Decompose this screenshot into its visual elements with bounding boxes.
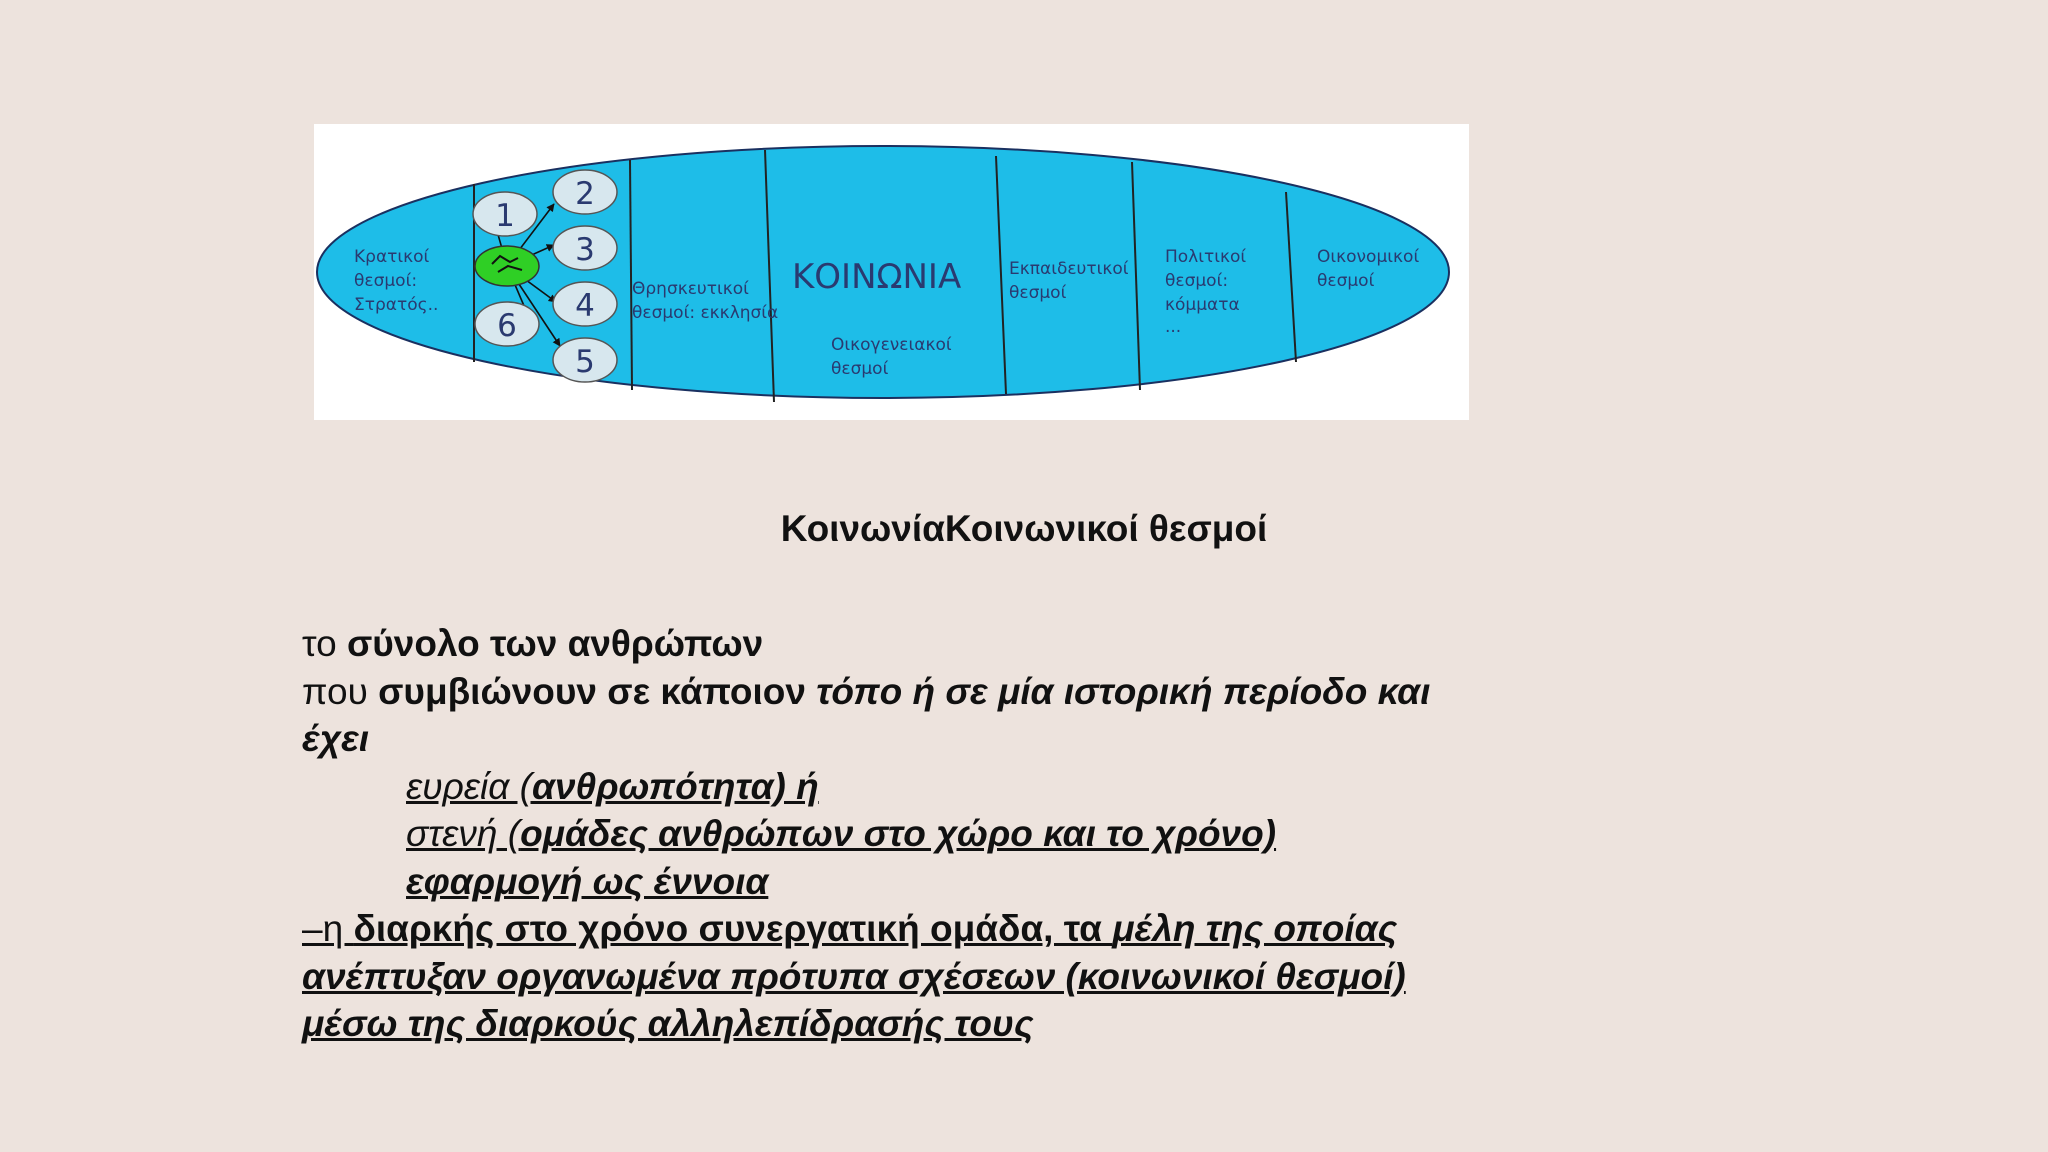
society-institutions-diagram <box>314 124 1469 420</box>
definition-text <box>302 620 1862 1048</box>
education-institutions-label: Εκπαιδευτικοί θεσμοί <box>1009 259 1129 303</box>
node-4 <box>553 282 617 326</box>
society-label: ΚΟΙΝΩΝΙΑ <box>792 257 962 297</box>
node-1-label: 1 <box>495 198 515 234</box>
text-line <box>302 953 1862 1001</box>
text-run: μέσω της διαρκούς αλληλεπίδρασής τους <box>302 1003 1034 1044</box>
text-line <box>302 763 1862 811</box>
text-run: μέλη της οποίας <box>1112 908 1398 949</box>
economic-institutions-label: Οικονομικοί θεσμοί <box>1317 247 1420 291</box>
text-run: τόπο ή σε μία ιστορική περίοδο και <box>816 670 1431 712</box>
node-6 <box>475 302 539 346</box>
text-run: το <box>302 623 347 664</box>
text-line <box>302 1000 1862 1048</box>
text-run: –η <box>302 908 354 949</box>
node-3-label: 3 <box>575 232 595 268</box>
text-run: ανθρωπότητα) ή <box>531 765 819 807</box>
text-line <box>302 858 1862 906</box>
text-run: διαρκής στο χρόνο συνεργατική ομάδα, τα <box>353 908 1113 949</box>
node-5 <box>553 338 617 382</box>
state-institutions-label: Κρατικοί θεσμοί: Στρατός.. <box>354 247 439 315</box>
text-line <box>302 620 1862 668</box>
text-line <box>302 905 1862 953</box>
family-institutions-label: Οικογενειακοί θεσμοί <box>831 335 952 379</box>
node-5-label: 5 <box>575 344 595 380</box>
text-line <box>302 715 1862 763</box>
text-run: συμβιώνουν σε κάποιον <box>378 670 817 712</box>
text-run: στενή ( <box>406 813 521 854</box>
node-2-label: 2 <box>575 176 595 212</box>
text-run: ευρεία ( <box>406 765 532 807</box>
text-run: σύνολο των ανθρώπων <box>346 623 764 664</box>
node-2 <box>553 170 617 214</box>
node-1 <box>473 192 537 236</box>
text-run: έχει <box>302 718 370 759</box>
political-institutions-label: Πολιτικοί θεσμοί: κόμματα ... <box>1165 247 1247 337</box>
text-run: ομάδες ανθρώπων στο χώρο και το χρόνο) <box>520 813 1277 854</box>
slide-title: ΚοινωνίαΚοινωνικοί θεσμοί <box>780 508 1268 549</box>
text-run: που <box>302 670 379 712</box>
node-6-label: 6 <box>497 308 517 344</box>
religious-institutions-label: Θρησκευτικοί θεσμοί: εκκλησία <box>632 279 779 323</box>
text-line <box>302 810 1862 858</box>
text-run: ανέπτυξαν οργανωμένα πρότυπα σχέσεων (κοινωνικοί θεσμοί) <box>302 955 1406 997</box>
text-run: εφαρμογή ως έννοια <box>406 860 769 902</box>
text-line <box>302 668 1862 716</box>
node-4-label: 4 <box>575 288 595 324</box>
node-3 <box>553 226 617 270</box>
